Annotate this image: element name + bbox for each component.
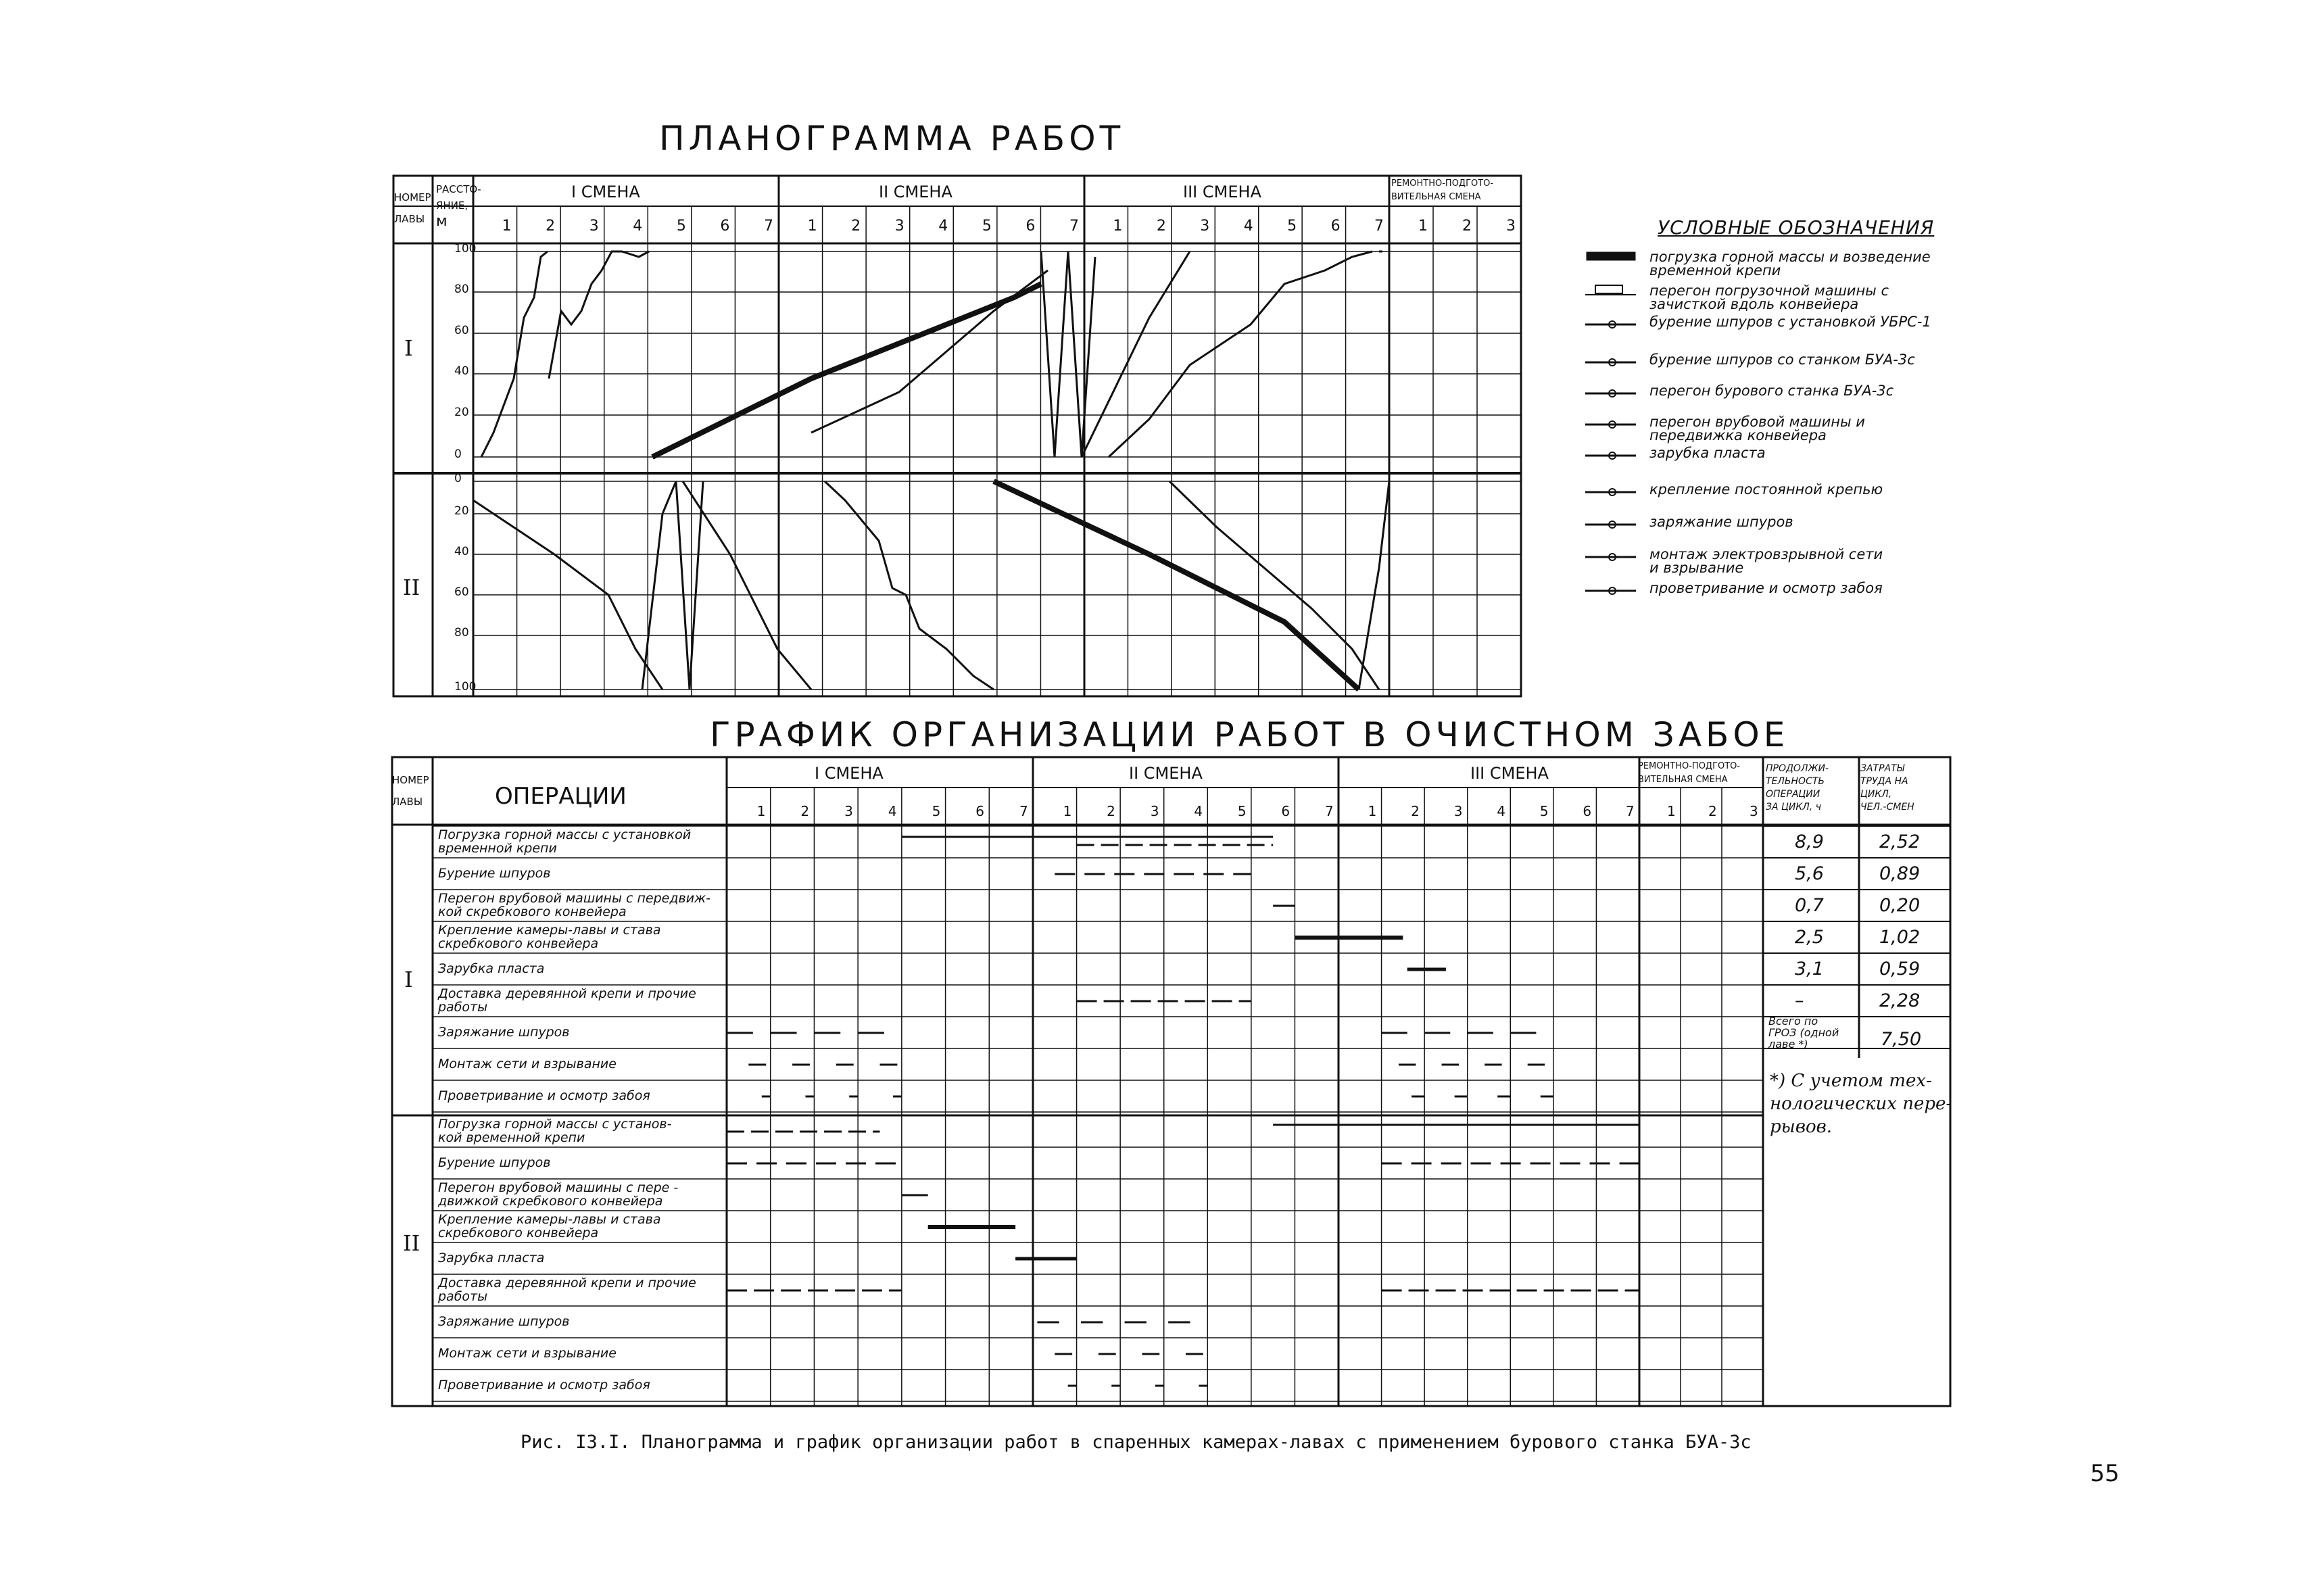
sched-op-label-l2: Бурение шпуров — [438, 1155, 551, 1170]
sched-hour-label: 2 — [1107, 803, 1115, 819]
plano-hour-label: 4 — [938, 218, 948, 235]
sched-op-label-l2: работы — [438, 1289, 488, 1304]
sched-hour-label: 5 — [932, 803, 941, 819]
plano-header-lava — [394, 187, 431, 230]
sched-duration-header-2: ТЕЛЬНОСТЬ — [1766, 776, 1825, 787]
footnote-3: рывов. — [1770, 1117, 1833, 1137]
sched-header-lava-2: ЛАВЫ — [392, 796, 423, 808]
legend-item-text: и взрывание — [1649, 560, 1744, 576]
labor-value: 2,28 — [1879, 990, 1921, 1011]
plano-hour-label: 6 — [1026, 218, 1036, 235]
plano-axis-label-l1: 20 — [454, 406, 469, 419]
plano-header-distance-2: ЯНИЕ, — [436, 199, 468, 212]
sched-op-label-l1: Доставка деревянной крепи и прочие — [438, 986, 696, 1001]
sched-repair — [1638, 760, 1740, 787]
sched-op-label-l2: Монтаж сети и взрывание — [438, 1346, 617, 1361]
sched-op-label-l1: Перегон врубовой машины с передвиж- — [438, 891, 711, 906]
legend-item-text: перегон бурового станка БУА-3с — [1649, 383, 1894, 399]
sched-op-label-l2: Погрузка горной массы с установ- — [438, 1117, 672, 1132]
legend-item-text: передвижка конвейера — [1649, 427, 1827, 443]
sched-op-label-l2: Доставка деревянной крепи и прочие — [438, 1276, 696, 1290]
sched-hour-label: 4 — [1194, 803, 1203, 819]
sched-hour-label: 2 — [1411, 803, 1420, 819]
plano-shift-1: I СМЕНА — [571, 183, 640, 201]
plano-hour-label: 5 — [982, 218, 992, 235]
plano-hour-label: 4 — [1243, 218, 1253, 235]
sched-hour-label: 5 — [1539, 803, 1549, 819]
plano-hour-label: 5 — [676, 218, 686, 235]
sched-op-label-l2: Заряжание шпуров — [438, 1314, 570, 1329]
plano-axis-label-l2: 0 — [454, 472, 462, 485]
plano-hour-label: 1 — [502, 218, 512, 235]
plano-header-distance — [436, 181, 481, 230]
sched-lava-2: II — [403, 1230, 420, 1256]
duration-value: 3,1 — [1795, 959, 1824, 980]
sched-op-label-l2: Перегон врубовой машины с пере - — [438, 1180, 679, 1195]
sched-duration-header-1: ПРОДОЛЖИ- — [1766, 763, 1829, 774]
labor-value: 0,59 — [1879, 959, 1921, 980]
sched-op-label-l1: временной крепи — [438, 841, 557, 856]
sched-duration-header — [1766, 763, 1829, 814]
sched-hour-label: 1 — [756, 803, 766, 819]
sched-shift-3: III СМЕНА — [1470, 764, 1549, 783]
sched-op-label-l2: движкой скребкового конвейера — [438, 1194, 663, 1209]
legend-item-text: монтаж электровзрывной сети — [1649, 546, 1883, 562]
sched-duration-header-4: ЗА ЦИКЛ, ч — [1766, 802, 1821, 813]
plano-lava-1: I — [404, 335, 413, 361]
sched-hour-label: 3 — [844, 803, 853, 819]
plano-repair — [1391, 177, 1493, 204]
sched-op-label-l1: Погрузка горной массы с установкой — [438, 827, 692, 842]
sched-op-label-l1: кой скребкового конвейера — [438, 904, 627, 919]
legend-item-text: погрузка горной массы и возведение — [1649, 249, 1931, 265]
plano-axis-label-l2: 20 — [454, 504, 469, 518]
sched-header-lava-1: НОМЕР — [392, 774, 429, 786]
plano-header-distance-1: РАССТО- — [436, 183, 481, 195]
trace-lava1-move — [1041, 251, 1095, 457]
plano-axis-label-l2: 80 — [454, 626, 469, 639]
sched-op-label-l1: скребкового конвейера — [438, 936, 599, 951]
total-label-2: ГРОЗ (одной — [1768, 1026, 1839, 1039]
labor-value: 2,52 — [1879, 831, 1921, 852]
page-number: 55 — [2090, 1460, 2120, 1487]
legend-item-text: временной крепи — [1649, 262, 1781, 279]
sched-op-label-l2: кой временной крепи — [438, 1130, 585, 1145]
legend-title: УСЛОВНЫЕ ОБОЗНАЧЕНИЯ — [1658, 216, 1935, 239]
legend-item-text: перегон погрузочной машины с — [1649, 283, 1889, 299]
sched-hour-label: 2 — [1708, 803, 1717, 819]
trace-lava2-drill2 — [1169, 481, 1379, 690]
duration-value: 8,9 — [1795, 831, 1824, 852]
schedule-frame — [392, 757, 1950, 1406]
total-value: 7,50 — [1881, 1029, 1922, 1050]
duration-value: 5,6 — [1795, 863, 1824, 884]
plano-hour-label: 2 — [1462, 218, 1472, 235]
duration-value: 0,7 — [1795, 895, 1824, 916]
legend-symbol-load — [1587, 253, 1635, 260]
sched-op-label-l2: скребкового конвейера — [438, 1226, 599, 1240]
plano-shift-2: II СМЕНА — [879, 183, 952, 201]
plano-hour-label: 2 — [1156, 218, 1166, 235]
trace-lava2-load — [994, 481, 1359, 690]
plano-repair-2: ВИТЕЛЬНАЯ СМЕНА — [1391, 192, 1481, 202]
trace-lava2-drill — [683, 481, 811, 690]
labor-value: 1,02 — [1879, 927, 1921, 948]
sched-op-label-l2: Зарубка пласта — [438, 1251, 545, 1265]
plano-header-distance-3: м — [436, 213, 448, 230]
sched-hour-label: 5 — [1237, 803, 1247, 819]
plano-hour-label: 1 — [1418, 218, 1428, 235]
sched-op-label-l1: Бурение шпуров — [438, 866, 551, 881]
legend-item-text: зачисткой вдоль конвейера — [1649, 296, 1859, 312]
sched-hour-label: 2 — [800, 803, 810, 819]
plano-shift-3: III СМЕНА — [1183, 183, 1261, 201]
trace-lava2-end — [1359, 481, 1389, 690]
sched-op-label-l1: работы — [438, 1000, 488, 1015]
sched-hour-label: 7 — [1325, 803, 1334, 819]
sched-hour-label: 3 — [1150, 803, 1159, 819]
sched-shift-1: I СМЕНА — [815, 764, 884, 783]
sched-shift-2: II СМЕНА — [1129, 764, 1203, 783]
sched-header-operations: ОПЕРАЦИИ — [495, 783, 627, 810]
plano-hour-label: 1 — [1113, 218, 1123, 235]
plano-axis-label-l2: 40 — [454, 545, 469, 558]
sched-op-label-l1: Заряжание шпуров — [438, 1025, 570, 1040]
footnote-2: нологических пере- — [1770, 1094, 1952, 1114]
plano-hour-label: 3 — [589, 218, 599, 235]
plano-hour-label: 3 — [1506, 218, 1516, 235]
legend-symbol-move-loader — [1595, 285, 1622, 293]
plano-hour-label: 7 — [1069, 218, 1079, 235]
plano-hour-label: 4 — [633, 218, 643, 235]
sched-hour-label: 4 — [1497, 803, 1506, 819]
plano-header-lava-1: НОМЕР — [394, 191, 431, 203]
plano-repair-1: РЕМОНТНО-ПОДГОТО- — [1391, 178, 1494, 189]
legend-item-text: бурение шпуров со станком БУА-3с — [1649, 352, 1915, 368]
plano-hour-label: 7 — [1374, 218, 1384, 235]
total-label — [1768, 1015, 1839, 1050]
legend-item-text: бурение шпуров с установкой УБРС-1 — [1649, 314, 1931, 330]
labor-value: 0,89 — [1879, 863, 1921, 884]
labor-value: 0,20 — [1879, 895, 1921, 916]
sched-hour-label: 1 — [1063, 803, 1072, 819]
legend-item-text: проветривание и осмотр забоя — [1649, 580, 1883, 596]
trace-lava1-load — [652, 284, 1041, 457]
legend-item-text: перегон врубовой машины и — [1649, 414, 1865, 430]
sched-hour-label: 1 — [1667, 803, 1676, 819]
legend-item-text: зарубка пласта — [1649, 445, 1766, 461]
sched-hour-label: 6 — [1281, 803, 1290, 819]
trace-lava1-shift1 — [481, 251, 548, 457]
sched-duration-header-3: ОПЕРАЦИИ — [1766, 789, 1820, 800]
sched-op-label-l1: Монтаж сети и взрывание — [438, 1057, 617, 1071]
trace-lava1-shift1b — [549, 251, 649, 379]
sched-labor-header-1: ЗАТРАТЫ — [1860, 763, 1905, 774]
sched-hour-label: 6 — [975, 803, 985, 819]
sched-header-lava — [392, 769, 429, 813]
plano-hour-label: 7 — [764, 218, 773, 235]
plano-hour-label: 2 — [546, 218, 556, 235]
trace-lava1-shift3b — [1109, 251, 1372, 457]
plano-axis-label-l1: 0 — [454, 448, 462, 461]
plano-axis-label-l1: 60 — [454, 324, 469, 337]
sched-hour-label: 6 — [1583, 803, 1592, 819]
plano-lava-2: II — [403, 575, 420, 600]
sched-labor-header-4: ЧЕЛ.-СМЕН — [1860, 802, 1914, 813]
plano-axis-label-l1: 100 — [454, 242, 477, 256]
total-label-1: Всего по — [1768, 1015, 1818, 1027]
plano-header-lava-2: ЛАВЫ — [394, 213, 425, 225]
trace-lava2-move — [642, 481, 703, 690]
plano-hour-label: 3 — [894, 218, 904, 235]
plano-hour-label: 1 — [807, 218, 817, 235]
legend-item-text: крепление постоянной крепью — [1649, 481, 1883, 498]
sched-hour-label: 3 — [1750, 803, 1758, 819]
plano-hour-label: 2 — [851, 218, 861, 235]
planogram-title: ПЛАНОГРАММА РАБОТ — [659, 119, 1125, 158]
footnote — [1770, 1069, 1959, 1138]
trace-lava1-drill — [811, 270, 1048, 433]
sched-hour-label: 7 — [1019, 803, 1028, 819]
sched-op-label-l1: Крепление камеры-лавы и става — [438, 923, 661, 938]
legend-item-text: заряжание шпуров — [1649, 514, 1793, 530]
trace-lava1-shift3 — [1082, 251, 1190, 457]
plano-hour-label: 6 — [720, 218, 730, 235]
plano-axis-label-l2: 60 — [454, 585, 469, 599]
total-label-3: лаве *) — [1768, 1038, 1808, 1050]
schedule-title: ГРАФИК ОРГАНИЗАЦИИ РАБОТ В ОЧИСТНОМ ЗАБОЕ — [710, 715, 1789, 754]
duration-value: 2,5 — [1795, 927, 1824, 948]
sched-labor-header-3: ЦИКЛ, — [1860, 789, 1892, 800]
figure-caption: Рис. I3.I. Планограмма и график организации работ в спаренных камерах-лавах с применением бурового станка БУА-3с — [521, 1432, 1752, 1453]
plano-axis-label-l1: 80 — [454, 283, 469, 296]
sched-hour-label: 4 — [888, 803, 897, 819]
plano-axis-label-l2: 100 — [454, 680, 477, 694]
planogram-frame — [393, 176, 1521, 696]
sched-hour-label: 1 — [1368, 803, 1377, 819]
sched-repair-2: ВИТЕЛЬНАЯ СМЕНА — [1638, 775, 1728, 785]
sched-repair-1: РЕМОНТНО-ПОДГОТО- — [1638, 761, 1741, 771]
footnote-1: *) С учетом тех- — [1770, 1071, 1932, 1091]
duration-value: – — [1795, 990, 1804, 1011]
sched-op-label-l1: Проветривание и осмотр забоя — [438, 1088, 650, 1103]
sched-op-label-l2: Крепление камеры-лавы и става — [438, 1212, 661, 1227]
plano-hour-label: 3 — [1200, 218, 1210, 235]
sched-labor-header — [1860, 763, 1914, 814]
sched-op-label-l1: Зарубка пласта — [438, 961, 545, 976]
sched-hour-label: 7 — [1626, 803, 1635, 819]
plano-axis-label-l1: 40 — [454, 364, 469, 378]
sched-labor-header-2: ТРУДА НА — [1860, 776, 1908, 787]
plano-hour-label: 5 — [1287, 218, 1297, 235]
sched-op-label-l2: Проветривание и осмотр забоя — [438, 1378, 650, 1393]
sched-lava-1: I — [404, 967, 413, 992]
sched-hour-label: 3 — [1453, 803, 1463, 819]
plano-hour-label: 6 — [1330, 218, 1341, 235]
